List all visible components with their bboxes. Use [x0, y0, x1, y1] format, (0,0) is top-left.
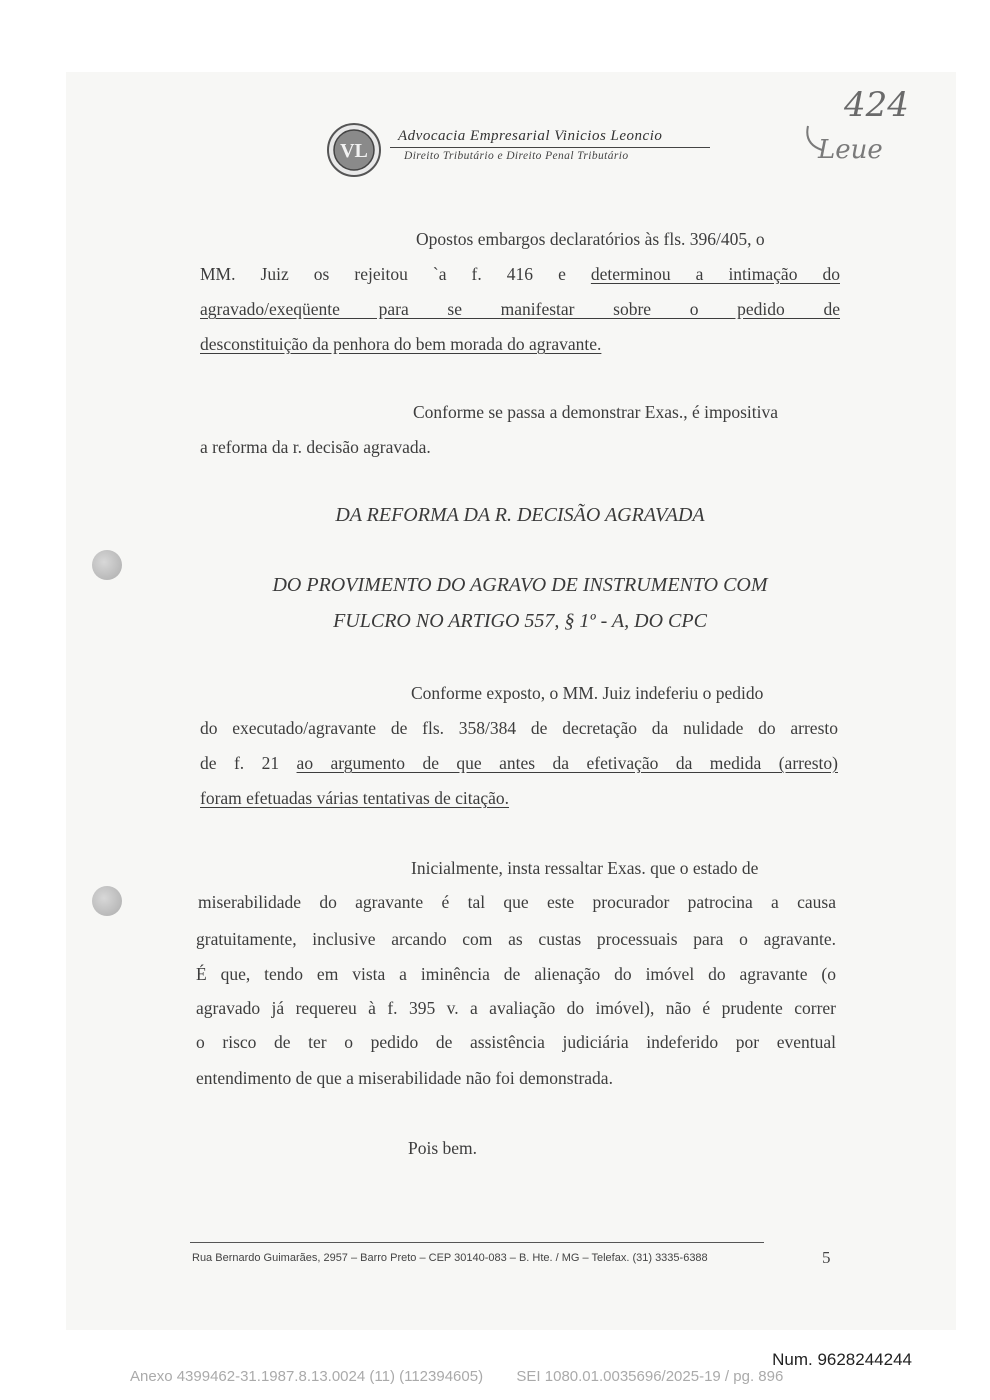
- para4-line6: o risco de ter o pedido de assistência judiciária indeferido por eventual: [196, 1032, 836, 1052]
- para4-line3: gratuitamente, inclusive arcando com as custas processuais para o agravante.: [196, 929, 836, 949]
- para3-line1: Conforme exposto, o MM. Juiz indeferiu o pedido: [411, 683, 764, 703]
- para4-line1: Inicialmente, insta ressaltar Exas. que o estado de: [411, 858, 759, 878]
- annex-reference: [130, 1368, 783, 1385]
- para3-line4: foram efetuadas várias tentativas de citação.: [200, 788, 510, 808]
- para4-line7: entendimento de que a miserabilidade não foi demonstrada.: [196, 1068, 613, 1088]
- footer-divider: [190, 1242, 764, 1243]
- section-heading-provimento-line1: DO PROVIMENTO DO AGRAVO DE INSTRUMENTO COM: [272, 574, 768, 596]
- section-heading-provimento-line2: FULCRO NO ARTIGO 557, § 1º - A, DO CPC: [333, 610, 707, 632]
- annex-id: Anexo 4399462-31.1987.8.13.0024 (11) (112394605): [130, 1368, 484, 1385]
- logo-letters: VL: [340, 140, 368, 162]
- para3-line3: [200, 746, 838, 781]
- firm-name: Advocacia Empresarial Vinicios Leoncio: [390, 128, 710, 148]
- para4-line5: agravado já requereu à f. 395 v. a avaliação do imóvel), não é prudente correr: [196, 998, 836, 1018]
- para1-line2-underlined: determinou a intimação do: [590, 264, 840, 284]
- para1-line2-text: MM. Juiz os rejeitou `a f. 416 e: [200, 264, 591, 284]
- handwritten-folio-mark: [800, 78, 940, 178]
- firm-logo: [326, 122, 382, 178]
- firm-subtitle: Direito Tributário e Direito Penal Tributário: [404, 150, 629, 162]
- footer-address: Rua Bernardo Guimarães, 2957 – Barro Preto – CEP 30140-083 – B. Hte. / MG – Telefax. (31) 3335-6388: [192, 1252, 708, 1264]
- folio-number: 424: [844, 85, 909, 125]
- punch-hole-upper: [92, 550, 122, 580]
- para1-line4: desconstituição da penhora do bem morada do agravante.: [200, 334, 602, 354]
- para3-line3-underlined: ao argumento de que antes da efetivação da medida (arresto): [296, 753, 838, 773]
- para1-line3: agravado/exeqüente para se manifestar sobre o pedido de: [200, 299, 840, 319]
- para2-line2: a reforma da r. decisão agravada.: [200, 437, 431, 457]
- section-heading-reforma: DA REFORMA DA R. DECISÃO AGRAVADA: [335, 504, 705, 526]
- folio-initials: Leue: [818, 135, 883, 165]
- para3-line3-text: de f. 21: [200, 753, 297, 773]
- letterhead: [390, 128, 710, 162]
- para3-line2: do executado/agravante de fls. 358/384 de decretação da nulidade do arresto: [200, 718, 838, 738]
- para1-line2: [200, 257, 840, 292]
- punch-hole-lower: [92, 886, 122, 916]
- para4-line2: miserabilidade do agravante é tal que este procurador patrocina a causa: [198, 892, 836, 912]
- page-number: 5: [822, 1248, 831, 1267]
- document-number: Num. 9628244244: [772, 1350, 912, 1369]
- para1-line1: Opostos embargos declaratórios às fls. 396/405, o: [416, 229, 765, 249]
- para5: Pois bem.: [408, 1138, 478, 1158]
- para4-line4: É que, tendo em vista a iminência de alienação do imóvel do agravante (o: [196, 964, 836, 984]
- para2-line1: Conforme se passa a demonstrar Exas., é impositiva: [413, 402, 778, 422]
- sei-reference: SEI 1080.01.0035696/2025-19 / pg. 896: [516, 1368, 784, 1385]
